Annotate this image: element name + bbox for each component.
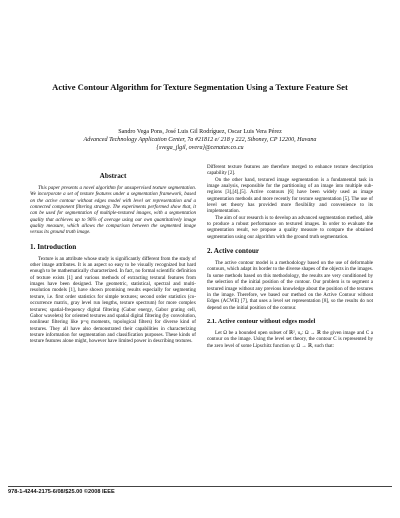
left-column xyxy=(30,172,196,345)
paper-title: Active Contour Algorithm for Texture Segmentation Using a Texture Feature Set xyxy=(52,82,348,92)
affiliation: Advanced Technology Application Center, 7a #21812 e/ 218 y 222, Siboney, CP 12200, Havana xyxy=(83,137,317,144)
paragraph: Different texture features are therefore merged to enhance texture description capability [2]. xyxy=(207,164,373,177)
abstract-heading: Abstract xyxy=(99,172,127,180)
paragraph: The aim of our research is to develop an advanced segmentation method, able to produce a robust performance on textured images. In order to evaluate the segmentation result, we propose a quality measure to compare the obtained segmentation using our algorithm with the ground truth segmentation. xyxy=(207,214,373,240)
section-2-heading: 2. Active contour xyxy=(207,247,260,256)
paragraph: The active contour model is a methodology based on the use of deformable contours, which adapt its border to the diverse shapes of the objects in the images. In some methods based on this methodology, the results are very conditioned by the selection of the initial position of the contour. Our problem is to segment a textured image without any previous knowledge about the position of the textures in the image. Therefore, we based our method on the Active Contour without Edges (ACWE) [7], that uses a level set representation [8], so the results do not depend on the initial position of the contour. xyxy=(207,260,373,311)
author-emails: {svega_jlgil, overa}@cenatav.co.cu xyxy=(156,145,244,152)
introduction-heading: 1. Introduction xyxy=(30,242,77,251)
paragraph: On the other hand, textured image segmentation is a fundamental task in image analysis, responsible for the partitioning of an image into multiple sub-regions [3],[4],[5]. Active contours [6] have been widely used as image segmentation methods and more recently for texture segmentation [5]. The use of level set theory has provided more flexibility and convenience to its implementation. xyxy=(207,176,373,215)
abstract-text: This paper presents a novel algorithm for unsupervised texture segmentation. We incorporate a set of texture features under a segmentation framework, based on the active contour without edges model with level set representation and a connected component filtering strategy. The experiments performed show that, it can be used for segmentation of multiple-textured images, with a segmentation quality that achieves up to 96% of average using our own quantitatively image quality measure, which allows the comparison between the segmented image versus its ground truth image. xyxy=(30,185,196,236)
introduction-text: Texture is an attribute whose study is significantly different from the study of other image attributes. It is an aspect so easy to be visually recognized but hard enough to be mathematically characterized. In fact, no formal scientific definition of texture exists [1] and various methods of extracting textural features from images have been designed. The geometric, statistical, spectral and multi-resolution models [1], have shown promising results especially for segmenting texture, i.e. first order statistics for simple textures; second order statistics (co-occurrence matrix, gray level run lengths, texture spectrum) for more complex textures; spatial-frequency digital filtering (Gabor energy, Gabor grating cell, Gabor wavelets) for oriented textures and spatial digital filtering (by convolution, nonlinear filtering like p=q moments, topological filters) for diverse kind of textures. They all have also demonstrated their capabilities in characterizing texture information for segmentation and classification purposes. These kinds of texture features alone might, however have limited power in describing textures. xyxy=(30,255,196,345)
footer-rule xyxy=(8,486,392,487)
paragraph: Let Ω be a bounded open subset of ℝ², u₀: Ω → ℝ the given image and C a contour on the image. Using the level set theory, the contour C is represented by the zero level of some Lipschitz function φ: Ω → ℝ, such that: xyxy=(207,329,373,349)
author-block xyxy=(28,128,372,153)
author-names: Sandro Vega Pons, José Luis Gil Rodríguez, Oscar Luis Vera Pérez xyxy=(118,129,282,135)
right-column xyxy=(207,164,373,349)
section-2-1-heading: 2.1. Active contour without edges model xyxy=(207,317,316,325)
copyright-footer: 978-1-4244-2175-6/08/$25.00 ©2008 IEEE xyxy=(8,489,115,495)
